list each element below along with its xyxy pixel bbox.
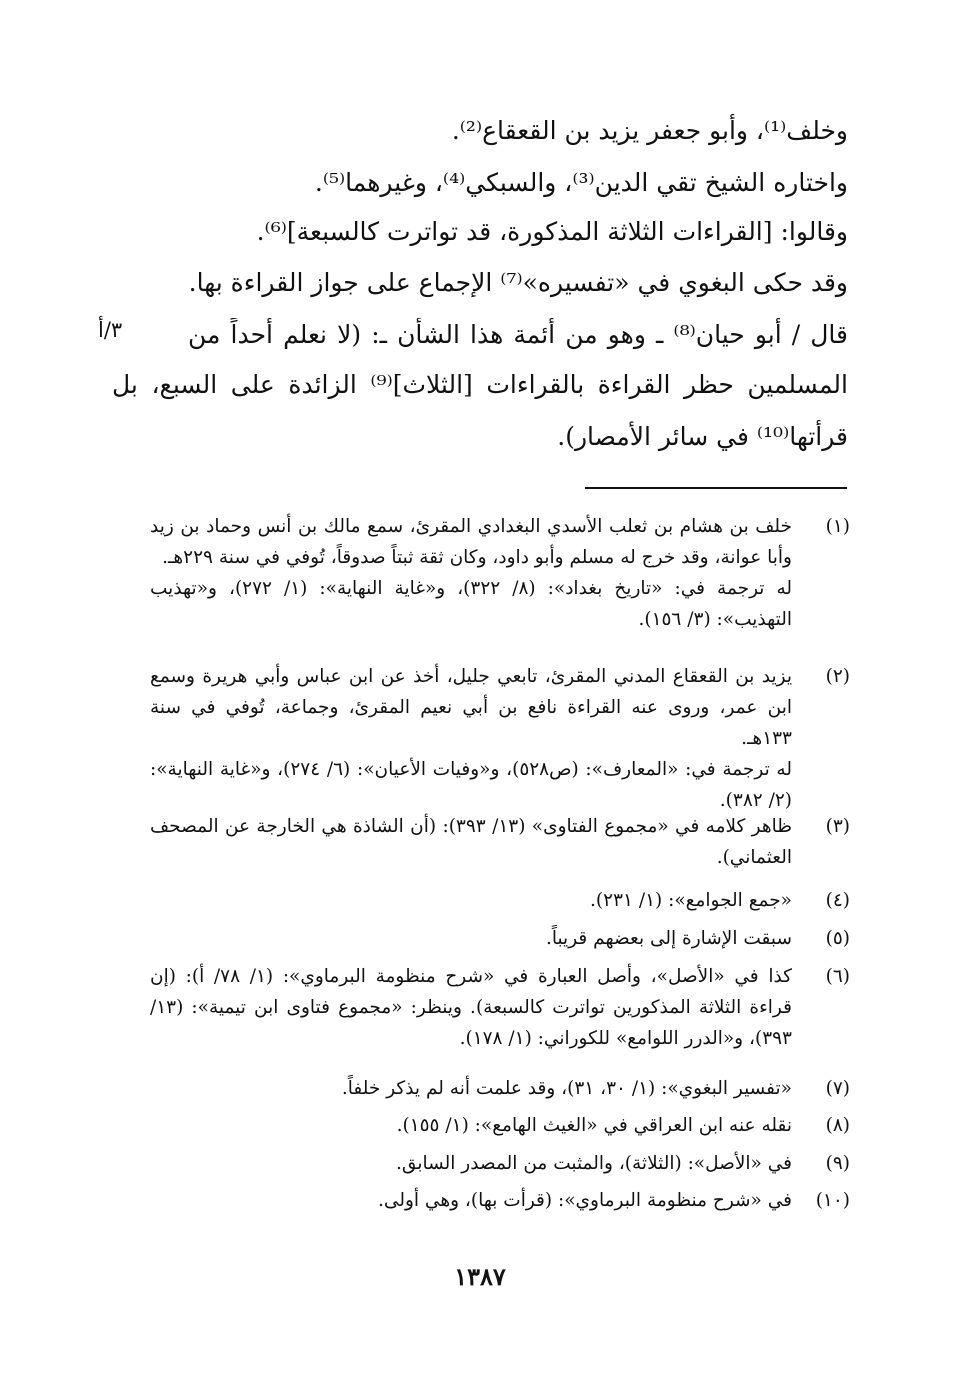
main-text-line: واختاره الشيخ تقي الدين⁽³⁾، والسبكي⁽⁴⁾، وغيرهما⁽⁵⁾.	[314, 168, 848, 197]
footnote-number: (٩)	[825, 1153, 850, 1174]
footnote-text: له ترجمة في: «المعارف»: (ص٥٢٨)، و«وفيات الأعيان»: (٦/ ٢٧٤)، و«غاية النهاية»: (٢/ ٣٨٢).	[150, 759, 792, 811]
footnote-number: (٧)	[825, 1078, 850, 1099]
main-text-line: وقالوا: [القراءات الثلاثة المذكورة، قد تواترت كالسبعة]⁽⁶⁾.	[256, 217, 848, 246]
footnote-text: «جمع الجوامع»: (١/ ٢٣١).	[590, 890, 792, 911]
footnote	[150, 885, 850, 916]
footnote-number: (٢)	[825, 666, 850, 687]
footnote-separator	[585, 487, 847, 489]
footnote	[150, 1110, 850, 1141]
footnote-text: في «الأصل»: (الثلاثة)، والمثبت من المصدر السابق.	[396, 1153, 792, 1174]
footnote-text: سبقت الإشارة إلى بعضهم قريباً.	[545, 928, 792, 949]
main-text-line: قرأتها⁽¹⁰⁾ في سائر الأمصار).	[557, 422, 848, 451]
footnote-text: في «شرح منظومة البرماوي»: (قرأت بها)، وهي أولى.	[378, 1190, 792, 1211]
footnote-number: (٥)	[825, 928, 850, 949]
footnote-number: (١)	[825, 516, 850, 537]
main-text-line: المسلمين حظر القراءة بالقراءات [الثلاث]⁽⁹⁾ الزائدة على السبع، بل	[112, 370, 848, 399]
footnote-number: (٤)	[825, 890, 850, 911]
footnote	[150, 961, 850, 1054]
footnote	[150, 1073, 850, 1104]
footnote	[150, 1185, 850, 1216]
footnote-text: نقله عنه ابن العراقي في «الغيث الهامع»: (١/ ١٥٥).	[396, 1115, 792, 1136]
manuscript-folio-marker: ٣/أ	[98, 318, 123, 342]
main-text-line: وقد حكى البغوي في «تفسيره»⁽⁷⁾ الإجماع على جواز القراءة بها.	[188, 268, 848, 297]
footnote	[150, 1148, 850, 1179]
footnote-text: «تفسير البغوي»: (١/ ٣٠، ٣١)، وقد علمت أنه لم يذكر خلفاً.	[341, 1078, 792, 1099]
footnote-number: (٦)	[825, 966, 850, 987]
footnote-text: ظاهر كلامه في «مجموع الفتاوى» (١٣/ ٣٩٣): (أن الشاذة هي الخارجة عن المصحف العثماني).	[150, 816, 792, 868]
footnote-text: كذا في «الأصل»، وأصل العبارة في «شرح منظومة البرماوي»: (١/ ٧٨/ أ): (إن قراءة الثلاثة المذكورين تواترت كالسبعة). وينظر: «مجموع فتاوى ابن تيمية»: (١٣/ ٣٩٣)، و«الدرر اللوامع» للكوراني: (١/ ١٧٨).	[150, 966, 792, 1049]
footnote-number: (١٠)	[815, 1190, 850, 1211]
page-number: ١٣٨٧	[454, 1262, 506, 1291]
footnote-number: (٣)	[825, 816, 850, 837]
main-text-line: وخلف⁽¹⁾، وأبو جعفر يزيد بن القعقاع⁽²⁾.	[451, 116, 848, 145]
footnote-text: خلف بن هشام بن ثعلب الأسدي البغدادي المقرئ، سمع مالك بن أنس وحماد بن زيد وأبا عوانة، وقد خرج له مسلم وأبو داود، وكان ثقة ثبتاً صدوقاً، تُوفي في سنة ٢٢٩هـ.	[150, 516, 792, 568]
footnote-number: (٨)	[825, 1115, 850, 1136]
footnote	[150, 511, 850, 635]
footnote	[150, 811, 850, 873]
footnote-text: يزيد بن القعقاع المدني المقرئ، تابعي جليل، أخذ عن ابن عباس وأبي هريرة وسمع ابن عمر، وروى عنه القراءة نافع بن أبي نعيم المقرئ، وجماعة، تُوفي في سنة ١٣٣هـ.	[150, 666, 792, 749]
main-text-line: قال / أبو حيان⁽⁸⁾ ـ وهو من أئمة هذا الشأن ـ: (لا نعلم أحداً من	[188, 320, 848, 349]
footnote	[150, 661, 850, 816]
footnote-text: له ترجمة في: «تاريخ بغداد»: (٨/ ٣٢٢)، و«غاية النهاية»: (١/ ٢٧٢)، و«تهذيب التهذيب»: (٣/ ١٥٦).	[150, 578, 792, 630]
footnote	[150, 923, 850, 954]
